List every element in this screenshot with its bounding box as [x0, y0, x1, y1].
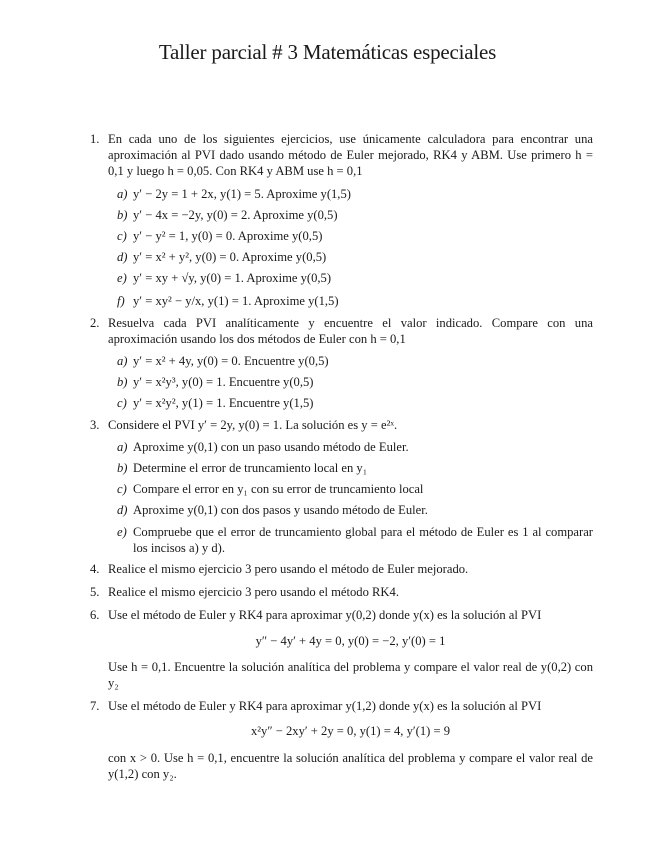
question-number: 7.: [90, 699, 100, 714]
item-text: y′ − 4x = −2y, y(0) = 2. Aproxime y(0,5): [133, 207, 338, 222]
question-number: 2.: [90, 315, 100, 330]
question-4: [0, 561, 655, 577]
item-label: e): [117, 524, 127, 539]
question-2: [0, 315, 655, 412]
list-item: [108, 524, 593, 556]
question-1: [0, 131, 655, 310]
question-text: Realice el mismo ejercicio 3 pero usando el método RK4.: [108, 585, 399, 600]
item-text: Aproxime y(0,1) con dos pasos y usando método de Euler.: [133, 503, 428, 518]
question-followup: Use h = 0,1. Encuentre la solución analítica del problema y compare el valor real de y(0,2) con y₂: [108, 659, 593, 691]
question-number: 6.: [90, 608, 100, 623]
item-label: a): [117, 186, 128, 201]
list-item: [108, 292, 593, 310]
item-text: y′ = x² + 4y, y(0) = 0. Encuentre y(0,5): [133, 354, 329, 369]
list-item: [108, 460, 593, 476]
item-text: y′ = xy + √y, y(0) = 1. Aproxime y(0,5): [133, 271, 332, 286]
list-item: [108, 439, 593, 455]
item-label: b): [117, 207, 128, 222]
item-text: y′ = xy² − y/x, y(1) = 1. Aproxime y(1,5): [133, 293, 339, 308]
question-text: En cada uno de los siguientes ejercicios, use únicamente calculadora para encontrar una aproximación al PVI dado usando método de Euler mejorado, RK4 y ABM. Use primero h = 0,1 y luego h = 0,05. Con RK4 y ABM use h = 0,1: [108, 132, 593, 179]
list-item: [108, 353, 593, 369]
item-text: Aproxime y(0,1) con un paso usando método de Euler.: [133, 439, 409, 454]
question-7: [0, 698, 655, 782]
page-title: Taller parcial # 3 Matemáticas especiales: [158, 40, 497, 64]
item-text: y′ − y² = 1, y(0) = 0. Aproxime y(0,5): [133, 229, 323, 244]
question-number: 3.: [90, 417, 100, 432]
list-item: [108, 395, 593, 411]
problem-list: [0, 131, 655, 782]
question-number: 1.: [90, 132, 100, 146]
item-text: y′ − 2y = 1 + 2x, y(1) = 5. Aproxime y(1,5): [133, 186, 351, 201]
item-label: a): [117, 439, 128, 454]
question-text: Use el método de Euler y RK4 para aproximar y(1,2) donde y(x) es la solución al PVI: [108, 699, 542, 714]
question-3: [0, 417, 655, 556]
question-number: 4.: [90, 562, 100, 577]
item-label: b): [117, 375, 128, 390]
question-followup: con x > 0. Use h = 0,1, encuentre la solución analítica del problema y compare el valor real de y(1,2) con y₂.: [108, 750, 593, 781]
item-label: c): [117, 482, 127, 497]
list-item: [108, 207, 593, 223]
list-item: [108, 270, 593, 286]
item-label: c): [117, 229, 127, 244]
question-5: [0, 584, 655, 600]
list-item: [108, 481, 593, 497]
question-6: [0, 607, 655, 691]
question-text: Realice el mismo ejercicio 3 pero usando el método de Euler mejorado.: [108, 562, 469, 577]
item-label: c): [117, 396, 127, 411]
list-item: [108, 228, 593, 244]
question-text: Resuelva cada PVI analíticamente y encuentre el valor indicado. Compare con una aproximación usando los dos métodos de Euler con h = 0,1: [108, 315, 593, 346]
subitem-list: [108, 439, 593, 556]
item-text: Determine el error de truncamiento local en y₁: [133, 461, 368, 476]
item-text: y′ = x² + y², y(0) = 0. Aproxime y(0,5): [133, 250, 327, 265]
item-text: Compare el error en y₁ con su error de truncamiento local: [133, 482, 424, 497]
list-item: [108, 374, 593, 390]
list-item: [108, 249, 593, 265]
item-label: f): [117, 293, 125, 308]
item-label: d): [117, 250, 128, 265]
display-equation: x²y″ − 2xy′ + 2y = 0, y(1) = 4, y′(1) = 9: [250, 724, 451, 739]
subitem-list: [108, 353, 593, 412]
display-equation: y″ − 4y′ + 4y = 0, y(0) = −2, y′(0) = 1: [255, 633, 446, 648]
item-text: y′ = x²y², y(1) = 1. Encuentre y(1,5): [133, 396, 314, 411]
item-label: d): [117, 503, 128, 518]
item-text: y′ = x²y³, y(0) = 1. Encuentre y(0,5): [133, 375, 314, 390]
question-text: Considere el PVI y′ = 2y, y(0) = 1. La solución es y = e²ˣ.: [108, 417, 398, 432]
item-label: a): [117, 354, 128, 369]
list-item: [108, 186, 593, 202]
list-item: [108, 502, 593, 518]
question-number: 5.: [90, 585, 100, 600]
item-label: b): [117, 461, 128, 476]
subitem-list: [108, 186, 593, 310]
question-text: Use el método de Euler y RK4 para aproximar y(0,2) donde y(x) es la solución al PVI: [108, 608, 542, 623]
item-label: e): [117, 271, 127, 286]
item-text: Compruebe que el error de truncamiento global para el método de Euler es 1 al comparar los incisos a) y d).: [133, 524, 593, 555]
